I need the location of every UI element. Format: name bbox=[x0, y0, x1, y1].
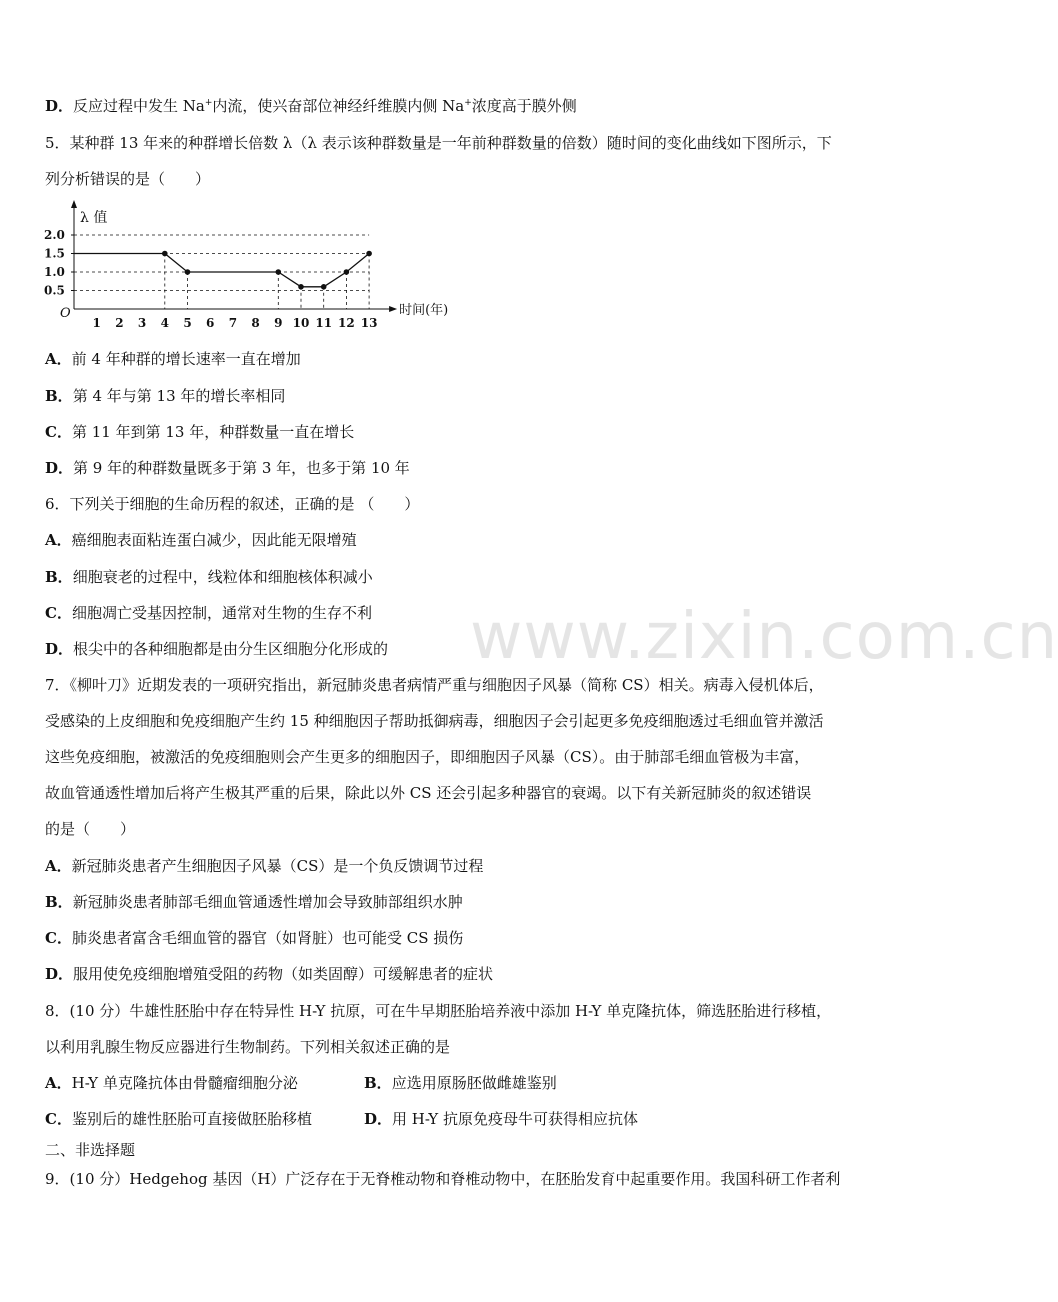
option-label: D． bbox=[45, 459, 74, 477]
option-text: 用 H-Y 抗原免疫母牛可获得相应抗体 bbox=[392, 1110, 638, 1128]
origin-label: O bbox=[60, 306, 71, 321]
q7-option-b bbox=[45, 892, 463, 912]
data-point bbox=[162, 251, 168, 257]
option-text: H-Y 单克隆抗体由骨髓瘤细胞分泌 bbox=[71, 1074, 298, 1092]
option-text: 应选用原肠胚做雌雄鉴别 bbox=[391, 1074, 557, 1092]
q7-option-d bbox=[45, 964, 493, 984]
option-text: 肺炎患者富含毛细血管的器官（如肾脏）也可能受 CS 损伤 bbox=[71, 929, 464, 947]
y-tick-label: 1.5 bbox=[44, 246, 65, 261]
q5-stem-line2: 列分析错误的是（ ） bbox=[45, 170, 211, 188]
x-tick-label: 6 bbox=[206, 316, 215, 330]
option-label: C． bbox=[45, 423, 72, 441]
option-text: 第 11 年到第 13 年，种群数量一直在增长 bbox=[71, 423, 355, 441]
q8-option-b bbox=[364, 1073, 557, 1093]
option-text: 第 9 年的种群数量既多于第 3 年，也多于第 10 年 bbox=[73, 459, 410, 477]
data-point bbox=[276, 269, 282, 275]
x-tick-label: 13 bbox=[360, 316, 378, 330]
q7-stem-line: 7．《柳叶刀》近期发表的一项研究指出，新冠肺炎患者病情严重与细胞因子风暴（简称 CS）相关。病毒入侵机体后， bbox=[45, 676, 824, 694]
option-text-part: 浓度高于膜外侧 bbox=[471, 97, 577, 115]
q7-stem-line: 的是（ ） bbox=[45, 820, 136, 838]
x-tick-label: 9 bbox=[274, 316, 283, 330]
x-axis-label: 时间(年) bbox=[399, 303, 449, 318]
option-label: D． bbox=[364, 1110, 393, 1128]
q7-stem-line: 这些免疫细胞，被激活的免疫细胞则会产生更多的细胞因子，即细胞因子风暴（CS）。由于肺部毛细血管极为丰富， bbox=[45, 748, 810, 766]
option-text: 服用使免疫细胞增殖受阻的药物（如类固醇）可缓解患者的症状 bbox=[73, 965, 494, 983]
data-point bbox=[344, 269, 350, 275]
q5-option-a bbox=[45, 349, 301, 369]
option-text: 细胞凋亡受基因控制，通常对生物的生存不利 bbox=[71, 604, 372, 622]
option-label: C． bbox=[45, 1110, 72, 1128]
q8-option-a bbox=[45, 1073, 298, 1093]
x-tick-label: 5 bbox=[183, 316, 192, 330]
option-label: C． bbox=[45, 604, 72, 622]
option-label: A． bbox=[45, 531, 72, 549]
q6-option-a bbox=[45, 530, 357, 550]
option-label: B． bbox=[364, 1074, 392, 1092]
option-text: 新冠肺炎患者肺部毛细血管通透性增加会导致肺部组织水肿 bbox=[72, 893, 463, 911]
q7-stem-line: 故血管通透性增加后将产生极其严重的后果，除此以外 CS 还会引起多种器官的衰竭。以下有关新冠肺炎的叙述错误 bbox=[45, 784, 812, 802]
q5-option-d bbox=[45, 458, 410, 478]
x-tick-label: 3 bbox=[137, 316, 147, 330]
y-axis-arrow bbox=[71, 200, 77, 208]
superscript: + bbox=[464, 98, 472, 108]
section-heading: 二、非选择题 bbox=[45, 1141, 136, 1159]
series-line bbox=[74, 254, 369, 287]
data-point bbox=[321, 284, 327, 290]
option-label: B． bbox=[45, 387, 73, 405]
q7-option-a bbox=[45, 856, 483, 876]
option-text-part: 内流，使兴奋部位神经纤维膜内侧 Na bbox=[212, 97, 465, 115]
option-label: C． bbox=[45, 929, 72, 947]
q6-stem: 6．下列关于细胞的生命历程的叙述，正确的是 （ ） bbox=[45, 495, 420, 513]
superscript: + bbox=[204, 98, 213, 108]
data-point bbox=[185, 269, 191, 275]
lambda-chart bbox=[38, 198, 468, 334]
y-tick-label: 0.5 bbox=[44, 283, 65, 298]
option-label: B． bbox=[45, 893, 73, 911]
q8-stem-line2: 以利用乳腺生物反应器进行生物制药。下列相关叙述正确的是 bbox=[45, 1038, 451, 1056]
q6-option-b bbox=[45, 567, 373, 587]
option-text: 鉴别后的雄性胚胎可直接做胚胎移植 bbox=[71, 1110, 312, 1128]
q6-option-c bbox=[45, 603, 372, 623]
x-tick-label: 2 bbox=[115, 316, 124, 330]
q6-option-d bbox=[45, 639, 388, 659]
option-text: 癌细胞表面粘连蛋白减少，因此能无限增殖 bbox=[71, 531, 357, 549]
x-tick-label: 8 bbox=[251, 316, 260, 330]
q7-option-c bbox=[45, 928, 463, 948]
q9-stem-line1: 9．(10 分）Hedgehog 基因（H）广泛存在于无脊椎动物和脊椎动物中，在胚胎发育中起重要作用。我国科研工作者利 bbox=[45, 1170, 841, 1188]
x-axis-arrow bbox=[389, 306, 397, 312]
x-tick-label: 11 bbox=[315, 316, 333, 330]
option-label: B． bbox=[45, 568, 73, 586]
option-text: 细胞衰老的过程中，线粒体和细胞核体积减小 bbox=[72, 568, 373, 586]
x-tick-label: 7 bbox=[228, 316, 238, 330]
x-tick-label: 1 bbox=[92, 316, 101, 330]
x-tick-label: 4 bbox=[160, 316, 169, 330]
option-label: A． bbox=[45, 857, 72, 875]
q8-option-d bbox=[364, 1109, 638, 1129]
data-point bbox=[366, 251, 372, 257]
option-label: D． bbox=[45, 965, 74, 983]
q5-option-c bbox=[45, 422, 354, 442]
data-point bbox=[298, 284, 304, 290]
q7-stem-line: 受感染的上皮细胞和免疫细胞产生约 15 种细胞因子帮助抵御病毒，细胞因子会引起更多免疫细胞透过毛细血管并激活 bbox=[45, 712, 824, 730]
y-tick-label: 1.0 bbox=[44, 265, 65, 279]
q8-option-c bbox=[45, 1109, 312, 1129]
option-label: A． bbox=[45, 350, 72, 368]
option-text-part: 反应过程中发生 Na bbox=[73, 97, 205, 115]
option-text: 根尖中的各种细胞都是由分生区细胞分化形成的 bbox=[73, 640, 389, 658]
q8-stem-line1: 8．(10 分）牛雄性胚胎中存在特异性 H-Y 抗原，可在牛早期胚胎培养液中添加 H-Y 单克隆抗体，筛选胚胎进行移植， bbox=[45, 1002, 832, 1020]
y-tick-label: 2.0 bbox=[44, 228, 65, 242]
q4-option-d bbox=[45, 96, 577, 116]
y-axis-label: λ 值 bbox=[80, 210, 108, 226]
q5-stem-line1: 5．某种群 13 年来的种群增长倍数 λ（λ 表示该种群数量是一年前种群数量的倍数）随时间的变化曲线如下图所示，下 bbox=[45, 134, 832, 152]
option-label: D． bbox=[45, 97, 74, 115]
option-text: 前 4 年种群的增长速率一直在增加 bbox=[71, 350, 301, 368]
x-tick-label: 10 bbox=[292, 316, 310, 330]
option-text: 新冠肺炎患者产生细胞因子风暴（CS）是一个负反馈调节过程 bbox=[71, 857, 484, 875]
x-tick-label: 12 bbox=[338, 316, 355, 330]
option-label: D． bbox=[45, 640, 74, 658]
option-text: 第 4 年与第 13 年的增长率相同 bbox=[72, 387, 286, 405]
q5-option-b bbox=[45, 386, 285, 406]
option-label: A． bbox=[45, 1074, 72, 1092]
watermark: www.zixin.com.cn bbox=[470, 600, 1058, 674]
